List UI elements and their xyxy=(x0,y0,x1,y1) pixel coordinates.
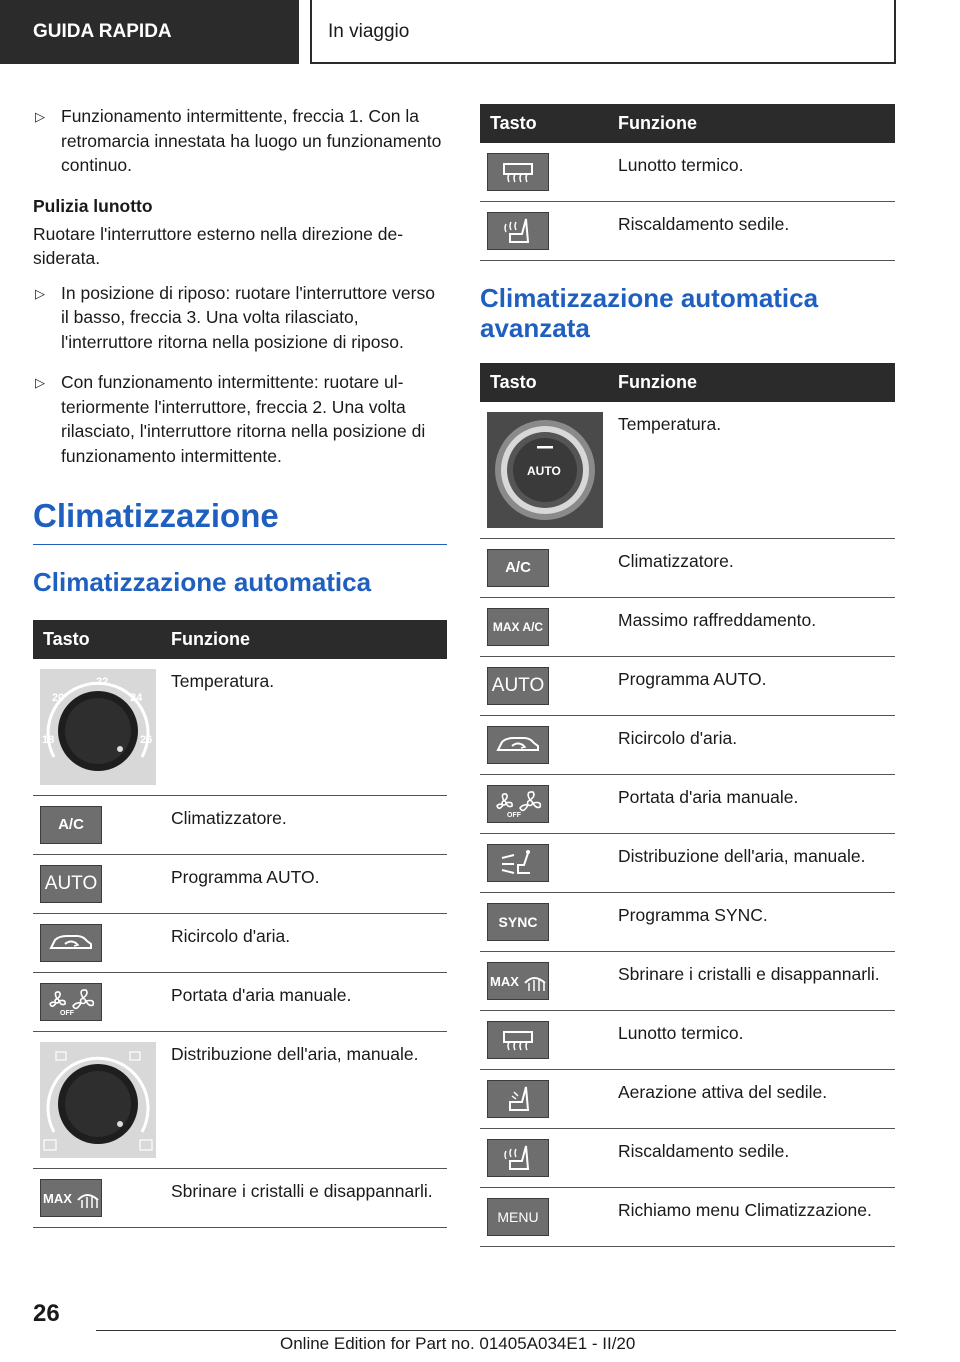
seat-ventilation-icon xyxy=(487,1080,549,1118)
function-text: Ricircolo d'aria. xyxy=(611,716,895,775)
bullet-text: Funzionamento intermittente, freccia 1. Con la retromarcia innestata ha luogo un funzionamento continuo. xyxy=(61,106,442,175)
header-title: In viaggio xyxy=(310,0,896,64)
subsection-heading: Climatizzazione automatica xyxy=(33,567,372,597)
table-row xyxy=(480,1070,895,1129)
sync-button-icon: SYNC xyxy=(487,903,549,941)
table-row xyxy=(33,1032,447,1169)
column-header-key: Tasto xyxy=(480,363,611,402)
table-row xyxy=(480,1188,895,1247)
cleaning-heading: Pulizia lunotto xyxy=(33,195,153,216)
seat-heating-icon xyxy=(487,212,549,250)
table-row xyxy=(480,893,895,952)
knob-auto-label: AUTO xyxy=(527,464,561,478)
bullet-triangle-icon: ▷ xyxy=(35,109,45,124)
bullet-item xyxy=(33,104,447,178)
table-row xyxy=(480,952,895,1011)
table-row xyxy=(480,539,895,598)
bullet-triangle-icon: ▷ xyxy=(35,285,45,301)
max-ac-button-icon: MAX A/C xyxy=(487,608,549,646)
air-distribution-knob-icon xyxy=(40,1042,156,1158)
function-text: Aerazione attiva del sedile. xyxy=(611,1070,895,1129)
column-header-function: Funzione xyxy=(611,104,895,143)
function-text: Portata d'aria manuale. xyxy=(164,973,447,1032)
bullet-item xyxy=(33,281,447,355)
function-text: Programma AUTO. xyxy=(611,657,895,716)
table-row xyxy=(33,855,447,914)
column-header-key: Tasto xyxy=(33,620,164,659)
footer-divider xyxy=(96,1330,896,1331)
controls-table-top xyxy=(480,104,895,261)
max-defrost-icon xyxy=(40,1179,102,1217)
header-section: GUIDA RAPIDA xyxy=(0,0,299,64)
table-row xyxy=(480,657,895,716)
table-row xyxy=(480,716,895,775)
controls-table-advanced xyxy=(480,363,895,1247)
menu-button-icon: MENU xyxy=(487,1198,549,1236)
table-row xyxy=(33,914,447,973)
function-text: Distribuzione dell'aria, manuale. xyxy=(611,834,895,893)
cleaning-text: Ruotare l'interruttore esterno nella direzione desiderata. xyxy=(33,223,404,268)
table-row xyxy=(33,973,447,1032)
table-row xyxy=(33,659,447,796)
function-text: Richiamo menu Climatizzazione. xyxy=(611,1188,895,1247)
table-row xyxy=(33,796,447,855)
temp-label: 22 xyxy=(96,676,109,688)
rear-window-heat-icon xyxy=(487,153,549,191)
auto-button-icon: AUTO xyxy=(40,865,102,903)
function-text: Lunotto termico. xyxy=(611,143,895,202)
function-text: Lunotto termico. xyxy=(611,1011,895,1070)
table-row xyxy=(480,402,895,539)
temperature-auto-knob-icon xyxy=(487,412,603,528)
function-text: Climatizzatore. xyxy=(611,539,895,598)
fan-off-label: OFF xyxy=(60,1010,74,1017)
table-row xyxy=(33,1169,447,1228)
column-header-function: Funzione xyxy=(611,363,895,402)
function-text: Ricircolo d'aria. xyxy=(164,914,447,973)
auto-button-icon: AUTO xyxy=(487,667,549,705)
edition-text: Online Edition for Part no. 01405A034E1 - II/20 xyxy=(280,1334,636,1353)
table-row xyxy=(480,202,895,261)
function-text: Sbrinare i cristalli e disappannarli. xyxy=(611,952,895,1011)
max-label: MAX xyxy=(43,1191,72,1206)
controls-table xyxy=(33,620,447,1228)
function-text: Climatizzatore. xyxy=(164,796,447,855)
subsection-heading: Climatizzazione automatica avanzata xyxy=(480,283,819,343)
bullet-text: Con funzionamento intermittente: ruotare ulteriormente l'interruttore, freccia 2. Una volta rilasciato, l'interruttore ritorna nella posizione di funzionamento intermittente. xyxy=(61,372,426,466)
ac-button-icon: A/C xyxy=(40,806,102,844)
function-text: Portata d'aria manuale. xyxy=(611,775,895,834)
ac-button-icon: A/C xyxy=(487,549,549,587)
fan-off-label: OFF xyxy=(507,812,521,819)
function-text: Distribuzione dell'aria, manuale. xyxy=(164,1032,447,1169)
temp-label: 24 xyxy=(130,692,143,704)
table-row xyxy=(480,143,895,202)
column-header-function: Funzione xyxy=(164,620,447,659)
bullet-text: In posizione di riposo: ruotare l'interruttore verso il basso, freccia 3. Una volta rilasciato, l'interruttore ritorna nella posizione di riposo. xyxy=(61,282,435,352)
temp-label: 20 xyxy=(52,692,65,704)
function-text: Sbrinare i cristalli e disappannarli. xyxy=(164,1169,447,1228)
function-text: Massimo raffreddamento. xyxy=(611,598,895,657)
table-row xyxy=(480,598,895,657)
function-text: Riscaldamento sedile. xyxy=(611,1129,895,1188)
bullet-triangle-icon: ▷ xyxy=(35,375,45,390)
function-text: Temperatura. xyxy=(611,402,895,539)
left-column xyxy=(33,100,447,1228)
section-heading: Climatizzazione xyxy=(33,496,447,545)
table-row xyxy=(480,834,895,893)
rear-window-heat-icon xyxy=(487,1021,549,1059)
temp-label: 26 xyxy=(140,734,153,746)
temp-label: 18 xyxy=(42,734,55,746)
fan-icon xyxy=(487,785,549,823)
function-text: Programma SYNC. xyxy=(611,893,895,952)
column-header-key: Tasto xyxy=(480,104,611,143)
function-text: Riscaldamento sedile. xyxy=(611,202,895,261)
air-distribution-icon xyxy=(487,844,549,882)
page-number: 26 xyxy=(33,1300,60,1327)
temperature-knob-icon xyxy=(40,669,156,785)
table-row xyxy=(480,1011,895,1070)
seat-heating-icon xyxy=(487,1139,549,1177)
function-text: Temperatura. xyxy=(164,659,447,796)
max-defrost-icon xyxy=(487,962,549,1000)
table-row xyxy=(480,1129,895,1188)
right-column xyxy=(480,104,895,1247)
bullet-item xyxy=(33,370,447,468)
function-text: Programma AUTO. xyxy=(164,855,447,914)
table-row xyxy=(480,775,895,834)
fan-icon xyxy=(40,983,102,1021)
recirculation-icon xyxy=(40,924,102,962)
max-label: MAX xyxy=(490,974,519,989)
recirculation-icon xyxy=(487,726,549,764)
